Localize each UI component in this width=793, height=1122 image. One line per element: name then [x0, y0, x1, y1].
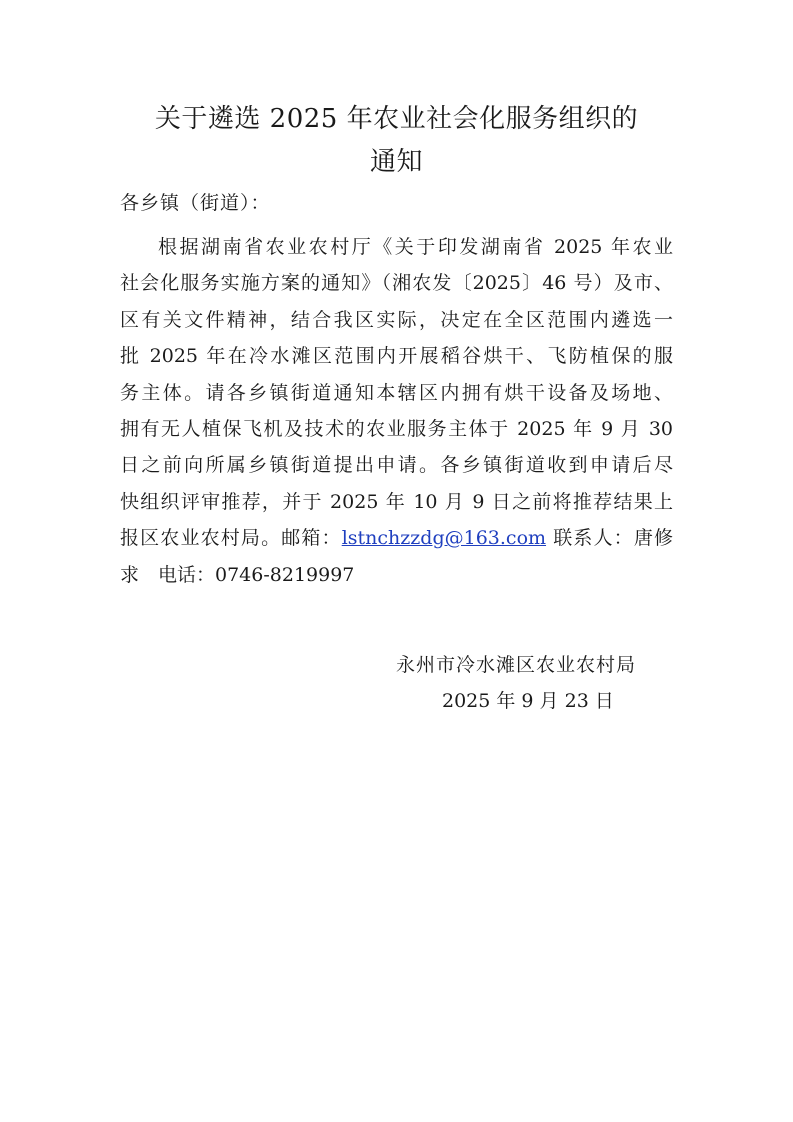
contact-suffix: 联系人：唐修	[546, 527, 673, 550]
title-line-2: 通知	[369, 147, 423, 177]
body-line: 社会化服务实施方案的通知》（湘农发〔2025〕46 号）及市、	[120, 272, 673, 295]
signature-organization: 永州市冷水滩区农业农村局	[396, 654, 637, 676]
email-link[interactable]: lstnchzzdg@163.com	[341, 527, 547, 550]
signature-date: 2025 年 9 月 23 日	[442, 690, 614, 712]
contact-prefix: 报区农业农村局。邮箱：	[120, 527, 342, 550]
salutation: 各乡镇（街道）：	[120, 192, 271, 214]
body-line: 拥有无人植保飞机及技术的农业服务主体于 2025 年 9 月 30	[120, 418, 673, 441]
body-line: 批 2025 年在冷水滩区范围内开展稻谷烘干、飞防植保的服	[120, 345, 673, 368]
title-line-1: 关于遴选 2025 年农业社会化服务组织的	[154, 104, 639, 134]
body-line: 日之前向所属乡镇街道提出申请。各乡镇街道收到申请后尽	[120, 454, 673, 477]
body-line: 务主体。请各乡镇街道通知本辖区内拥有烘干设备及场地、	[120, 381, 673, 404]
body-line: 根据湖南省农业农村厅《关于印发湖南省 2025 年农业	[158, 236, 673, 258]
body-line-phone: 求 电话：0746-8219997	[120, 563, 355, 586]
body-line: 区有关文件精神，结合我区实际，决定在全区范围内遴选一	[120, 308, 673, 331]
document-title	[120, 98, 673, 184]
body-line-contact	[120, 520, 673, 556]
body-line: 快组织评审推荐，并于 2025 年 10 月 9 日之前将推荐结果上	[120, 490, 673, 513]
body-paragraph	[120, 229, 673, 593]
